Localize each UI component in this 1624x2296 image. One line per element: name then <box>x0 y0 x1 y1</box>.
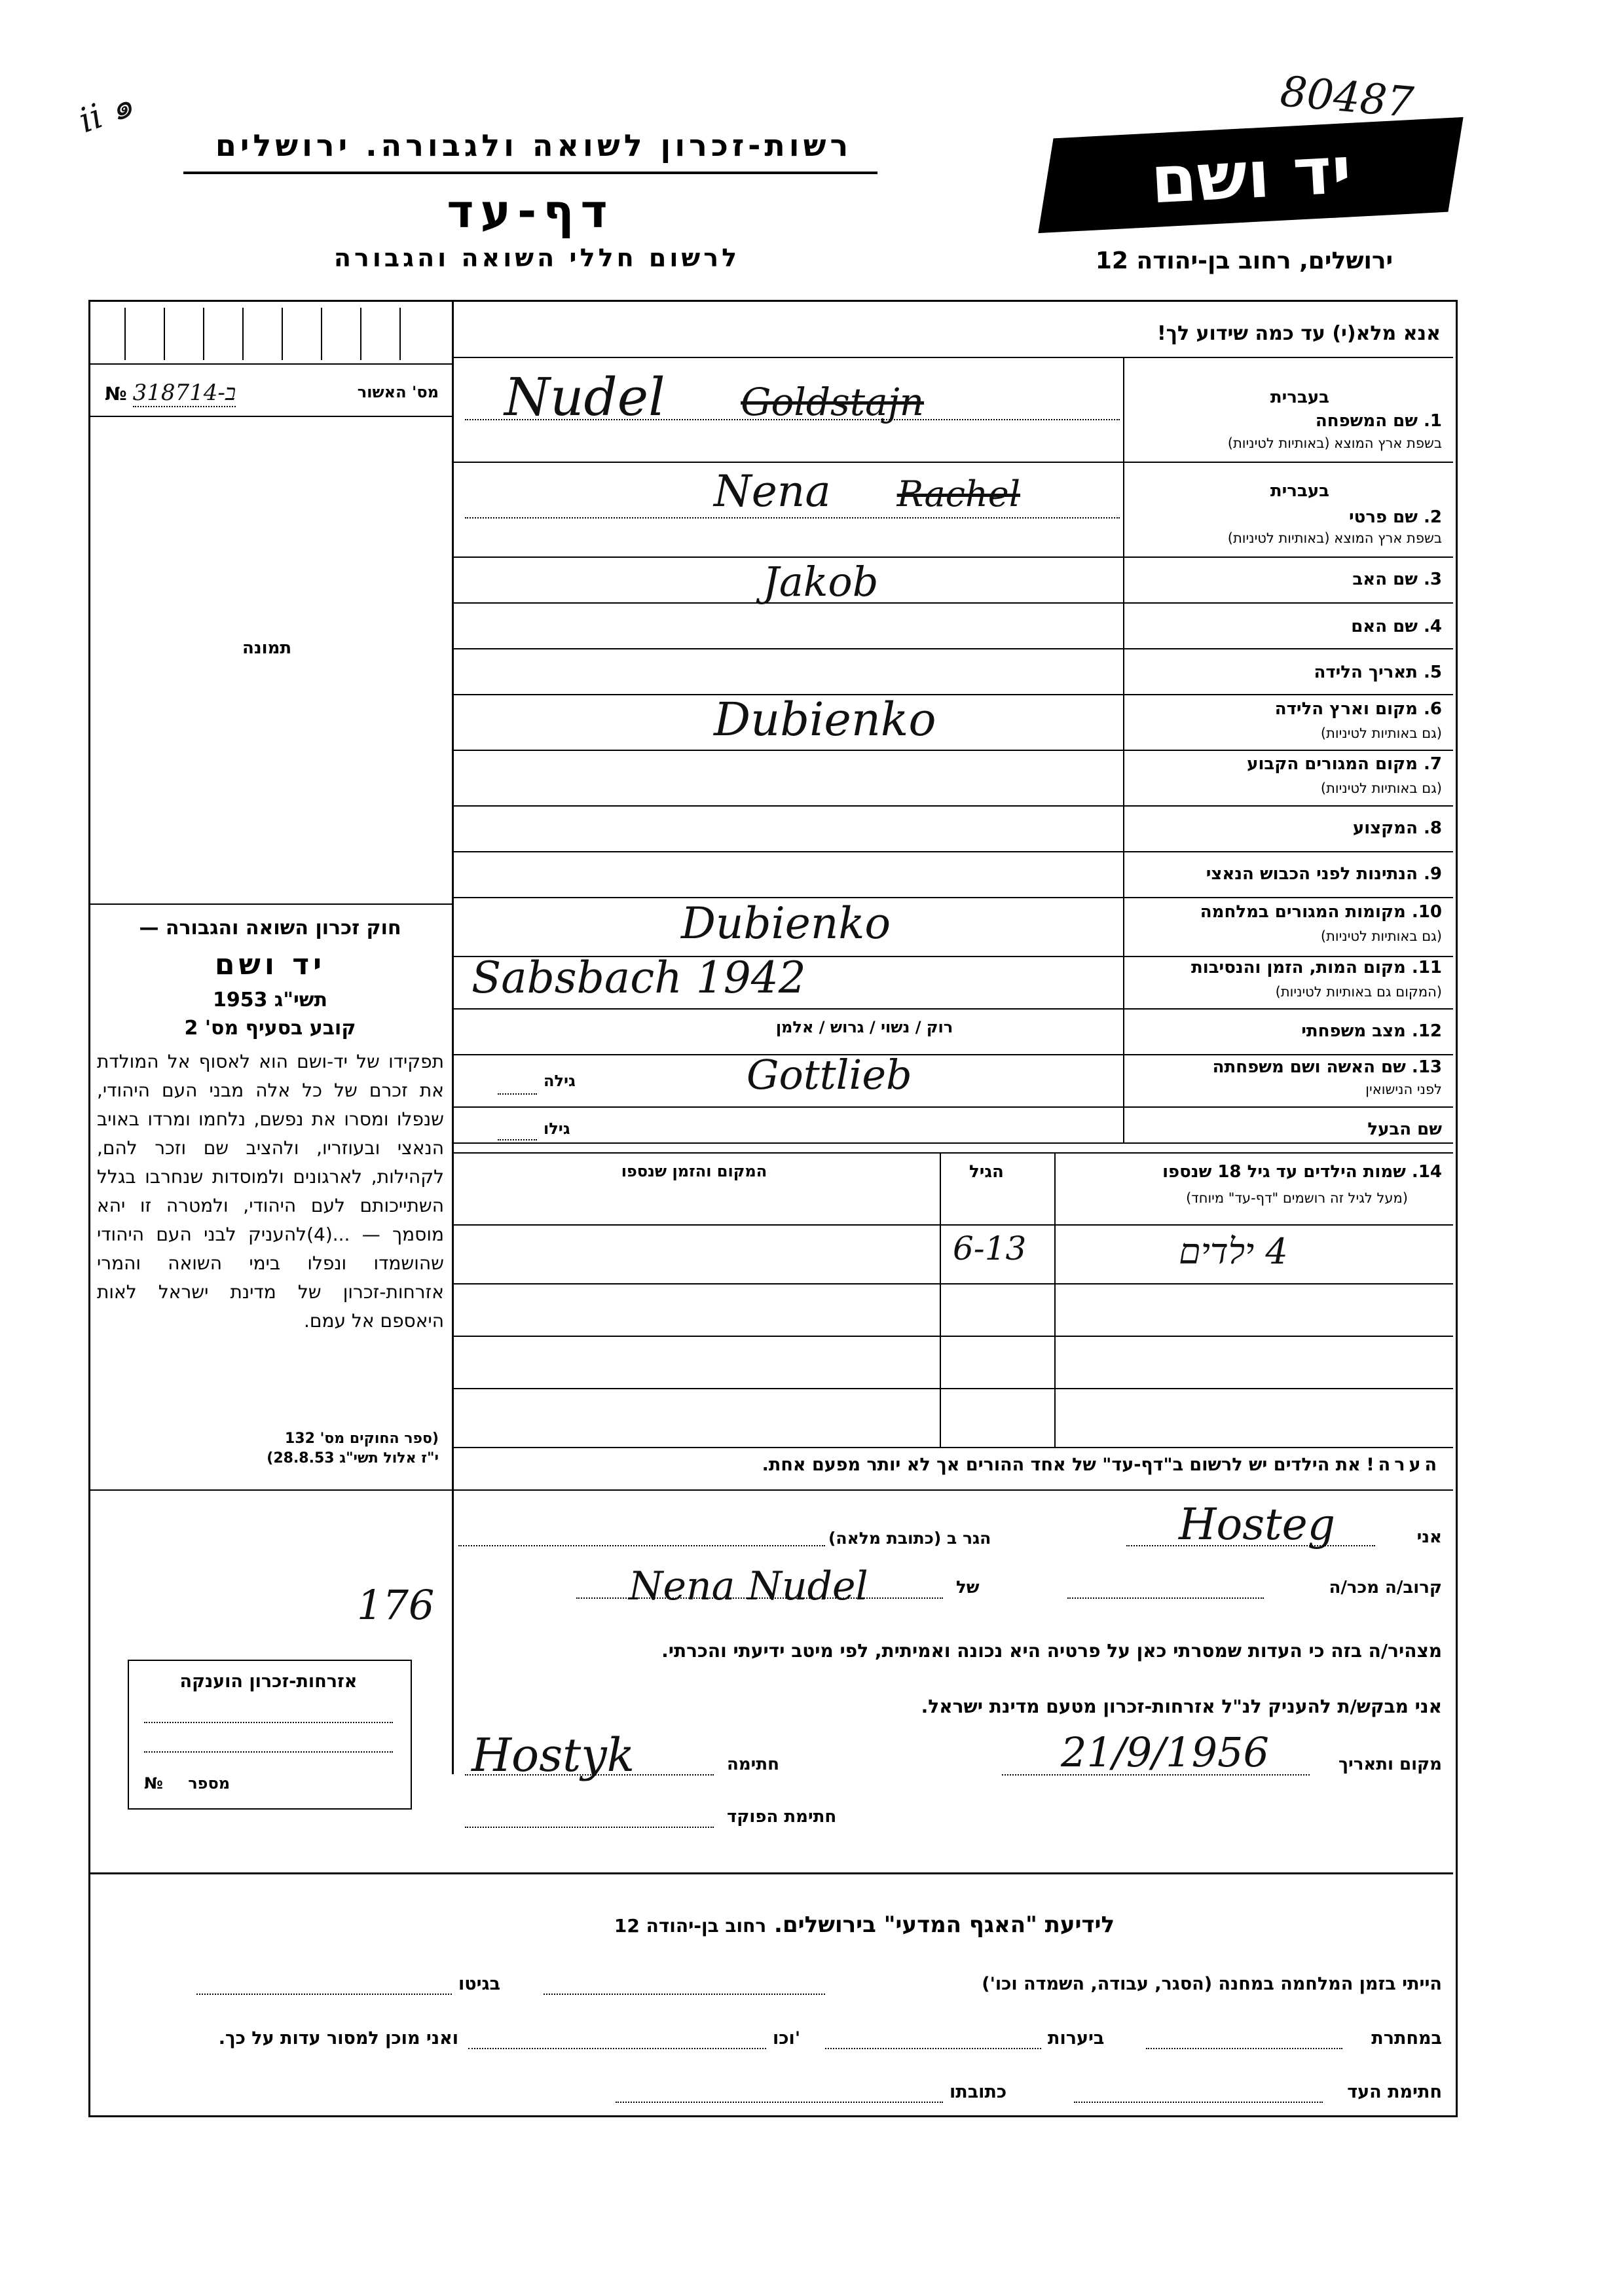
law-year <box>98 989 442 1011</box>
field-13-value: Gottlieb <box>747 1051 912 1099</box>
citizenship-number <box>144 1774 393 1793</box>
field-11-text: מקום המות, הזמן והנסיבות <box>1191 958 1406 977</box>
field-4-number: 4. <box>1424 617 1442 636</box>
etc-label: וכו' <box>773 2028 801 2049</box>
approval-number <box>105 380 236 406</box>
officer-signature-label: חתימת הפוקד <box>727 1807 837 1827</box>
law-source-1: (ספר החוקים מס' 132 <box>284 1430 439 1447</box>
note-line <box>458 1455 1441 1475</box>
field-11-label <box>1191 958 1442 977</box>
field-6-label <box>1275 699 1442 719</box>
field-7-number: 7. <box>1424 754 1442 774</box>
field-11-number: 11. <box>1411 958 1442 977</box>
field-3-label <box>1352 570 1442 589</box>
field-2-sub: בשפת ארץ המוצא (באותיות לטיניות) <box>1227 530 1442 546</box>
bottom-camp-line: הייתי בזמן המלחמה במחנה (הסגר, עבודה, השמדה וכו') <box>982 1974 1442 1994</box>
stamp-stripes <box>105 308 439 360</box>
law-year-num: 1953 <box>212 989 268 1011</box>
given-name-struck: Rachel <box>896 473 1020 515</box>
field-6-value: Dubienko <box>714 693 936 746</box>
bottom-title-text: לידיעת "האגף המדעי" בירושלים. <box>774 1912 1115 1938</box>
relation-label: קרוב/ה מכר/ה <box>1329 1578 1442 1597</box>
field-6-text: מקום וארץ הלידה <box>1274 699 1418 719</box>
citizenship-title: אזרחות-זכרון הוענקה <box>179 1671 358 1692</box>
field-10-label <box>1200 902 1442 922</box>
declare-text: מצהיר/ה בזה כי העדות שמסרתי כאן על פרטיה היא נכונה ואמיתית, לפי מיטב ידיעתי והכרתי. <box>661 1640 1442 1662</box>
children-sub: (מעל לגיל זה רושמים "דף-עד" מיוחד) <box>1186 1190 1408 1206</box>
field-8-label <box>1353 818 1442 838</box>
wife-age-label: גילה <box>544 1072 576 1090</box>
field-4-label <box>1351 617 1442 636</box>
subject-name: Nena Nudel <box>629 1563 868 1609</box>
field-10-value: Dubienko <box>681 898 891 949</box>
field-1-number: 1. <box>1424 411 1442 431</box>
field-11-sub: (המקום גם באותיות לטיניות) <box>1275 984 1442 1000</box>
field-9-text: הנתינות לפני הכבוש הנאצי <box>1206 864 1418 884</box>
approval-prefix: № <box>105 383 127 405</box>
law-name: יד ושם <box>214 948 326 981</box>
field-13-text: שם האשה ושם משפחתה <box>1212 1057 1406 1077</box>
law-source-2: י"ז אלול תשי"ג 28.8.53) <box>267 1450 439 1467</box>
field-12-text: מצב משפחתי <box>1301 1021 1406 1041</box>
children-row-name: 4 ילדים <box>1179 1231 1288 1272</box>
declarant-lives-label: הגר ב (כתובת מלאה) <box>828 1529 991 1548</box>
husband-label: שם הבעל <box>1367 1120 1442 1139</box>
law-heading: חוק זכרון השואה והגבורה — <box>139 917 401 939</box>
citizenship-prefix: № <box>144 1774 163 1793</box>
file-number: 80487 <box>1278 67 1416 128</box>
of-label: של <box>956 1578 980 1597</box>
law-year-he: תשי"ג <box>274 989 328 1011</box>
field-12-number: 12. <box>1411 1021 1442 1041</box>
children-number: 14. <box>1411 1162 1442 1182</box>
field-1-hebrew-tag: בעברית <box>1270 388 1329 407</box>
signature-value: Hostyk <box>471 1728 635 1782</box>
law-body: תפקידו של יד-ושם הוא לאסוף אל המולדת את זכרם של כל אלה מבני העם היהודי, שנפלו ומסרו את נפשם, נלחמו ומרדו באויב הנאצי ובעוזריו, ולהציב שם וזכר להם, לקהילות, לארגונים ולמוסדות שנחרבו בגלל השתייכותם לעם היהודי, ולמטרה זו יהא מוסמך — ...(4)להעניק לבני העם היהודי שהושמדו ונפלו בימי השואה והמרי אזרחות-זכרון של מדינת ישראל לאות היאספם אל עמם. <box>97 1051 444 1332</box>
field-13-sub: לפני הנישואין <box>1365 1082 1442 1097</box>
children-col-place: המקום והזמן שנספו <box>621 1162 767 1180</box>
field-10-number: 10. <box>1411 902 1442 922</box>
field-1-sub: בשפת ארץ המוצא (באותיות לטיניות) <box>1227 435 1442 451</box>
approval-value: 318714-ב <box>132 380 236 406</box>
declarant-side-note: 176 <box>357 1581 435 1629</box>
corner-mark: ii ๑ <box>73 85 139 141</box>
logo-text: יד ושם <box>1148 132 1354 219</box>
field-13-number: 13. <box>1411 1057 1442 1077</box>
field-3-text: שם האב <box>1352 570 1418 589</box>
field-1-value <box>504 367 924 428</box>
signature-label: חתימה <box>727 1755 779 1774</box>
given-name-value: Nena <box>714 466 831 517</box>
field-2-value <box>714 466 1020 517</box>
children-text: שמות הילדים עד גיל 18 שנספו <box>1162 1162 1406 1182</box>
field-8-text: המקצוע <box>1352 818 1418 838</box>
ghetto-label: בגיטו <box>458 1974 501 1994</box>
witness-address-label: כתובתו <box>950 2082 1007 2102</box>
left-column-divider <box>452 301 454 1774</box>
field-1-label <box>1316 411 1442 431</box>
photo-label: תמונה <box>242 638 292 658</box>
surname-value: Nudel <box>504 367 665 428</box>
declarant-name: Hosteg <box>1179 1499 1335 1550</box>
bottom-title <box>498 1912 1231 1938</box>
field-3-number: 3. <box>1424 570 1442 589</box>
yad-vashem-logo <box>1038 117 1463 233</box>
field-4-text: שם האם <box>1351 617 1418 636</box>
witness-signature-label: חתימת העד <box>1347 2082 1442 2102</box>
field-10-text: מקומות המגורים במלחמה <box>1200 902 1406 922</box>
citizenship-number-label: מספר <box>188 1774 231 1793</box>
approval-number-label: מס' האשור <box>357 383 439 401</box>
note-label: הערה! <box>1366 1455 1441 1475</box>
bottom-address: רחוב בן-יהודה 12 <box>614 1915 767 1937</box>
field-13-label <box>1213 1057 1442 1077</box>
place-date-label: מקום ותאריך <box>1338 1755 1442 1774</box>
field-12-label <box>1301 1021 1442 1041</box>
husband-age-label: גילו <box>544 1120 570 1138</box>
form-subtitle: לרשום חללי השואה והגבורה <box>333 244 741 272</box>
field-2-text: שם פרטי <box>1349 507 1418 527</box>
field-7-label <box>1247 754 1442 774</box>
note-text: את הילדים יש לרשום ב"דף-עד" של אחד ההורים אך לא יותר מפעם אחת. <box>762 1455 1361 1475</box>
intro-instruction: אנא מלא(י) עד כמה שידוע לך! <box>1156 322 1441 345</box>
children-label <box>1162 1162 1442 1182</box>
place-date-value: 21/9/1956 <box>1061 1728 1269 1776</box>
field-5-text: תאריך הלידה <box>1314 663 1418 682</box>
organization-line: רשות-זכרון לשואה ולגבורה. ירושלים <box>215 128 853 163</box>
field-11-value: Sabsbach 1942 <box>471 953 806 1003</box>
field-6-number: 6. <box>1424 699 1442 719</box>
field-5-number: 5. <box>1424 663 1442 682</box>
ready-label: ואני מוכן למסור עדות על כך. <box>218 2028 458 2049</box>
field-2-label <box>1349 507 1442 527</box>
field-8-number: 8. <box>1424 818 1442 838</box>
form-title: דף-עד <box>447 185 614 238</box>
field-7-text: מקום המגורים הקבוע <box>1247 754 1418 774</box>
field-7-sub: (גם באותיות לטיניות) <box>1320 780 1442 796</box>
field-5-label <box>1314 663 1442 682</box>
field-9-number: 9. <box>1424 864 1442 884</box>
hiding-label: במחתרת <box>1371 2028 1442 2049</box>
declarant-i-label: אני <box>1416 1527 1442 1547</box>
marital-options: רוק / נשוי / גרוש / אלמן <box>775 1018 953 1036</box>
law-clause: קובע בסעיף מס' 2 <box>184 1017 356 1040</box>
field-10-sub: (גם באותיות לטיניות) <box>1320 928 1442 944</box>
field-9-label <box>1206 864 1442 884</box>
request-text: אני מבקש/ת להעניק לנ"ל אזרחות-זכרון מטעם מדינת ישראל. <box>921 1696 1442 1717</box>
field-2-hebrew-tag: בעברית <box>1270 481 1329 501</box>
surname-struck: Goldstajn <box>741 380 925 424</box>
field-2-number: 2. <box>1424 507 1442 527</box>
field-1-text: שם המשפחה <box>1315 411 1418 431</box>
address-header: ירושלים, רחוב בן-יהודה 12 <box>1095 247 1393 274</box>
field-3-value: Jakob <box>763 558 879 606</box>
children-row-age: 6-13 <box>953 1230 1027 1267</box>
forests-label: ביערות <box>1048 2028 1105 2049</box>
field-6-sub: (גם באותיות לטיניות) <box>1320 725 1442 741</box>
children-col-age: הגיל <box>969 1162 1004 1182</box>
